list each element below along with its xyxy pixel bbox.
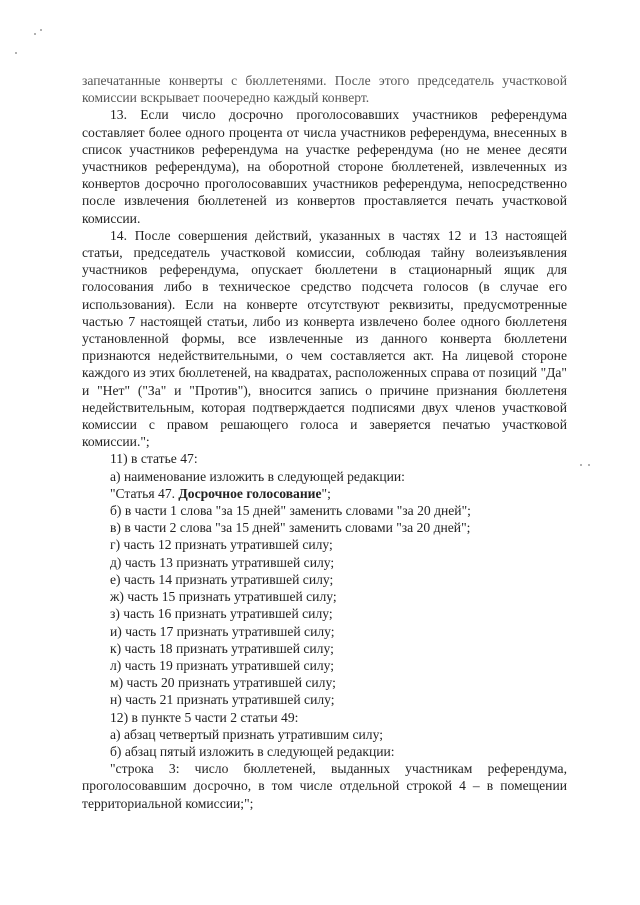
item-11-g: г) часть 12 признать утратившей силу;	[110, 537, 333, 553]
item-11-e: е) часть 14 признать утратившей силу;	[110, 571, 334, 587]
paragraph-stroka-3: "строка 3: число бюллетеней, выданных участникам референдума, проголосовавшим досрочно, в том числе отдельной строкой 4 – в помещении территориальной комиссии;";	[82, 761, 567, 811]
scan-speck	[34, 33, 36, 35]
item-11-z: з) часть 16 признать утратившей силу;	[110, 606, 333, 622]
item-11-a: а) наименование изложить в следующей редакции:	[110, 468, 405, 484]
item-11-v: в) в части 2 слова "за 15 дней" заменить словами "за 20 дней";	[110, 520, 471, 536]
item-11-m: м) часть 20 признать утратившей силу;	[110, 675, 336, 691]
document-body	[82, 72, 567, 812]
paragraph-intro: запечатанные конверты с бюллетенями. После этого председатель участковой комиссии вскрывает поочередно каждый конверт.	[82, 73, 567, 106]
item-12: 12) в пункте 5 части 2 статьи 49:	[110, 709, 299, 725]
scan-speck	[15, 52, 17, 54]
article-title: Досрочное голосование	[178, 485, 322, 501]
item-11-i: и) часть 17 признать утратившей силу;	[110, 623, 335, 639]
item-12-a: а) абзац четвертый признать утратившим силу;	[110, 726, 383, 742]
article-suffix: ";	[321, 485, 331, 501]
paragraph-13: 13. Если число досрочно проголосовавших участников референдума составляет более одного процента от числа участников референдума, внесенных в список участников референдума на участке референдума (но не менее десяти участников референдума), на оборотной стороне бюллетеней, извлеченных из конвертов досрочно проголосовавших участников референдума, непосредственно после извлечения бюллетеней из конвертов проставляется печать участковой комиссии.	[82, 107, 567, 226]
scan-speck	[40, 29, 42, 31]
item-11-b: б) в части 1 слова "за 15 дней" заменить словами "за 20 дней";	[110, 503, 471, 519]
item-11-zh: ж) часть 15 признать утратившей силу;	[110, 589, 337, 605]
article-47-title-line	[82, 485, 567, 502]
item-11-n: н) часть 21 признать утратившей силу;	[110, 692, 335, 708]
item-11-k: к) часть 18 признать утратившей силу;	[110, 640, 334, 656]
scan-speck	[588, 464, 590, 466]
item-11-l: л) часть 19 признать утратившей силу;	[110, 657, 335, 673]
item-11: 11) в статье 47:	[110, 451, 198, 467]
item-12-b: б) абзац пятый изложить в следующей редакции:	[110, 743, 395, 759]
scan-speck	[580, 464, 582, 466]
article-prefix: "Статья 47.	[110, 485, 179, 501]
item-11-d: д) часть 13 признать утратившей силу;	[110, 554, 335, 570]
paragraph-14: 14. После совершения действий, указанных в частях 12 и 13 настоящей статьи, председатель участковой комиссии, соблюдая тайну волеизъявления участников референдума, опускает бюллетени в стационарный ящик для голосования либо в техническое средство подсчета голосов (в случае его использования). Если на конверте отсутствуют реквизиты, предусмотренные частью 7 настоящей статьи, либо из конверта извлечено более одного бюллетеня установленной формы, все извлеченные из данного конверта бюллетени признаются недействительными, о чем составляется акт. На лицевой стороне каждого из этих бюллетеней, на квадратах, расположенных справа от позиций "Да" и "Нет" ("За" и "Против"), вносится запись о причине признания бюллетеня недействительным, которая подтверждается подписями двух членов участковой комиссии с правом решающего голоса и заверяется печатью участковой комиссии.";	[82, 227, 567, 450]
